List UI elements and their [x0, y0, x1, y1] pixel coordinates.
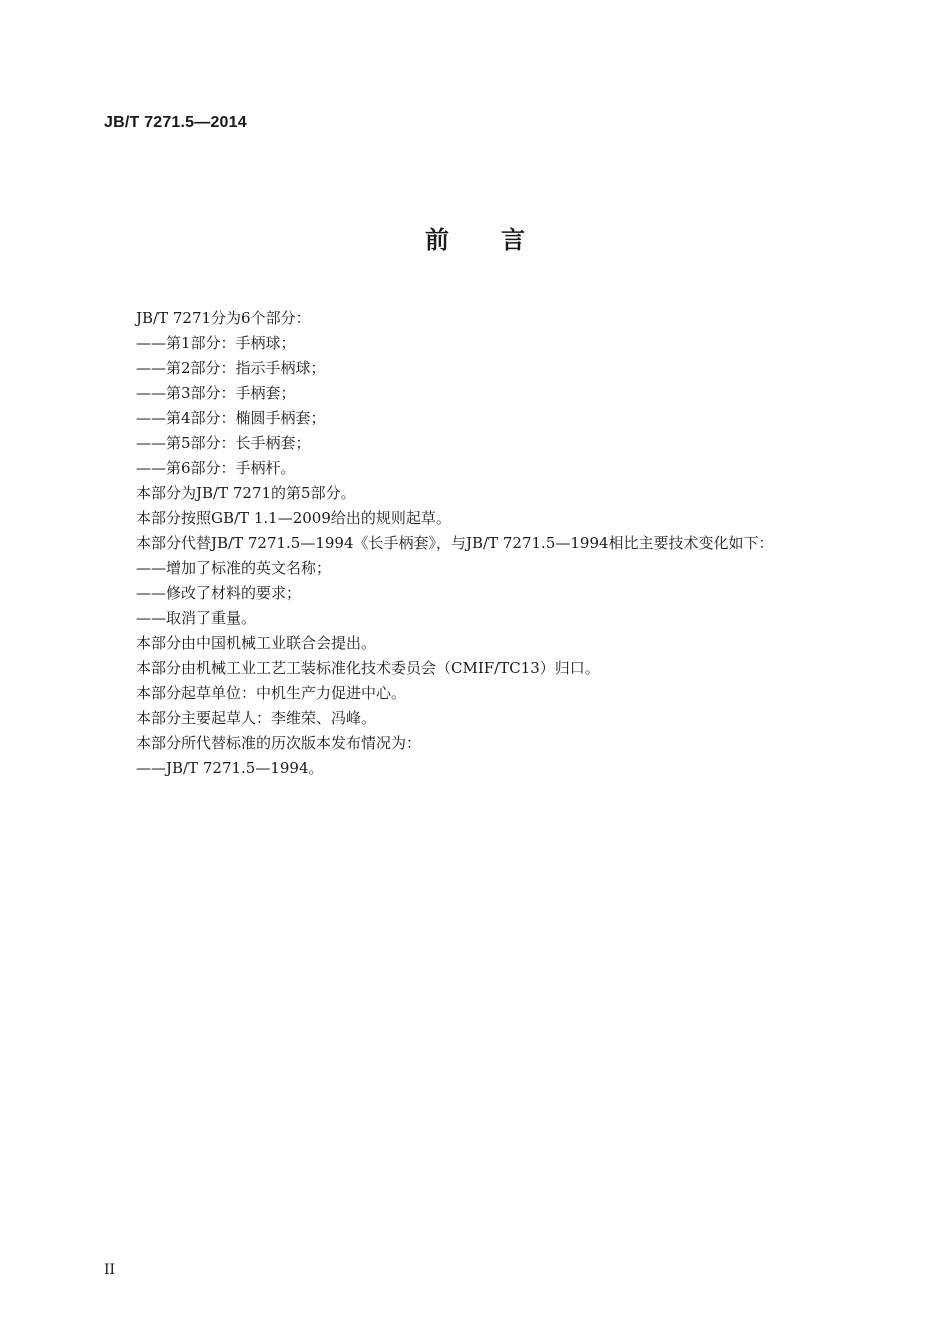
text-line: ——增加了标准的英文名称； [136, 559, 332, 577]
page-number: II [104, 1262, 116, 1278]
text-line: 本部分所代替标准的历次版本发布情况为： [136, 734, 422, 752]
text-line: ——JB/T 7271.5—1994。 [136, 759, 324, 777]
text-line: JB/T 7271分为6个部分： [136, 309, 311, 327]
text-line: 本部分由中国机械工业联合会提出。 [136, 634, 377, 652]
text-line: 本部分代替JB/T 7271.5—1994《长手柄套》，与JB/T 7271.5—1994相比主要技术变化如下： [136, 534, 774, 552]
text-line: 本部分按照GB/T 1.1—2009给出的规则起草。 [136, 509, 451, 527]
text-line: 本部分主要起草人：李维荣、冯峰。 [136, 709, 377, 727]
text-line: ——修改了材料的要求； [136, 584, 302, 602]
text-line: 本部分为JB/T 7271的第5部分。 [136, 484, 356, 502]
text-line: 本部分由机械工业工艺工装标准化技术委员会（CMIF/TC13）归口。 [136, 659, 600, 677]
text-line: ——第6部分：手柄杆。 [136, 459, 296, 477]
text-line: ——第4部分：椭圆手柄套； [136, 409, 326, 427]
page-title: 前言 [425, 226, 577, 254]
text-line: 本部分起草单位：中机生产力促进中心。 [136, 684, 407, 702]
text-line: ——第3部分：手柄套； [136, 384, 296, 402]
text-line: ——第2部分：指示手柄球； [136, 359, 326, 377]
foreword-body [136, 306, 856, 781]
text-line: ——第5部分：长手柄套； [136, 434, 311, 452]
text-line: ——取消了重量。 [136, 609, 257, 627]
text-line: ——第1部分：手柄球； [136, 334, 296, 352]
standard-code: JB/T 7271.5—2014 [104, 114, 247, 131]
